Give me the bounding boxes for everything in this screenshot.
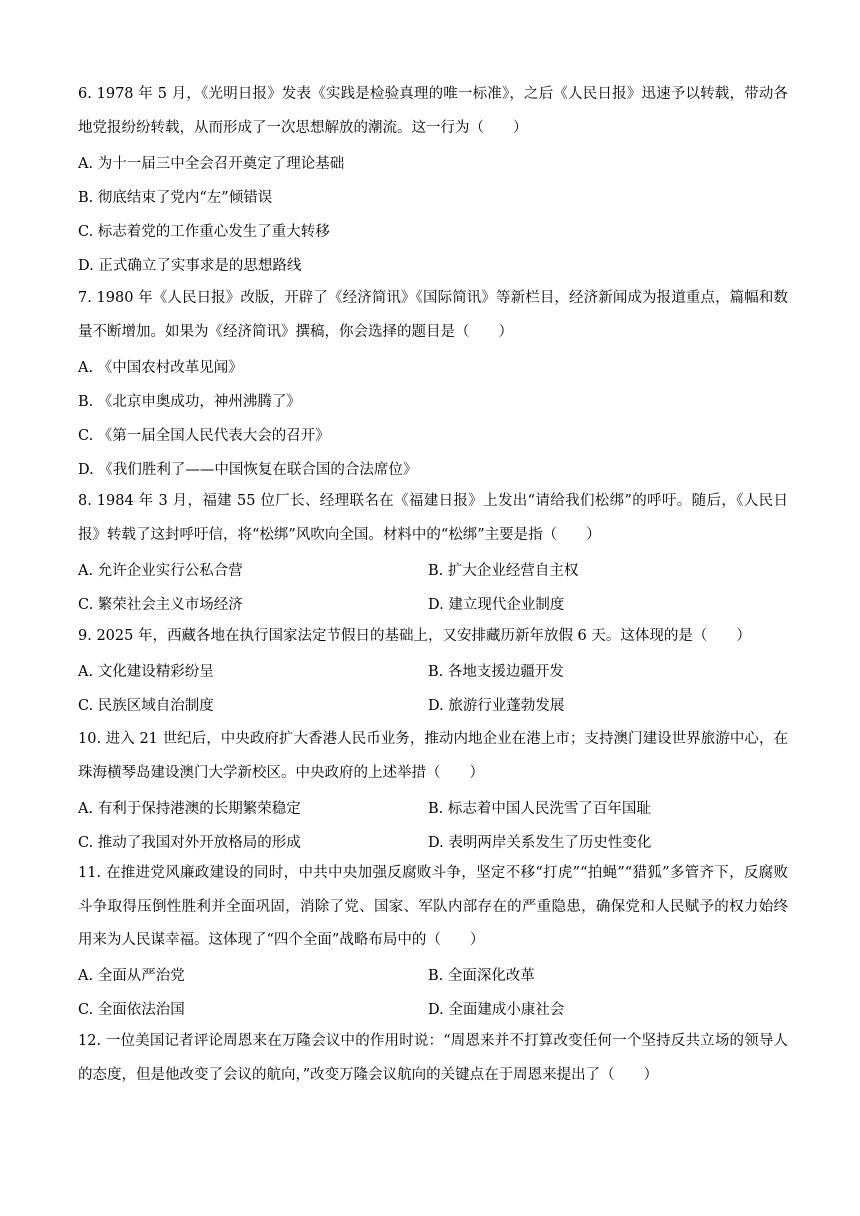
question-6 [78, 78, 788, 281]
option-c: C. 民族区域自治制度 [78, 698, 214, 714]
option-d: D. 表明两岸关系发生了历史性变化 [428, 834, 652, 851]
question-stem: 7. 1980 年《人民日报》改版，开辟了《经济简讯》《国际简讯》等新栏目，经济新闻成为报道重点，篇幅和数量不断增加。如果为《经济简讯》撰稿，你会选择的题目是（ ） [78, 290, 788, 340]
option-b: B. 彻底结束了党内“左”倾错误 [78, 189, 273, 206]
question-11 [78, 857, 788, 1026]
option-b: B. 扩大企业经营自主权 [428, 562, 579, 579]
option-d: D. 建立现代企业制度 [428, 596, 565, 613]
option-a: A. 全面从严治党 [78, 968, 185, 984]
question-stem: 10. 进入 21 世纪后，中央政府扩大香港人民币业务，推动内地企业在港上市；支持澳门建设世界旅游中心，在珠海横琴岛建设澳门大学新校区。中央政府的上述举措（ ） [78, 731, 788, 781]
option-a: A. 《中国农村改革见闻》 [78, 359, 243, 376]
option-b: B. 各地支援边疆开发 [428, 664, 564, 680]
question-stem: 8. 1984 年 3 月，福建 55 位厂长、经理联名在《福建日报》上发出“请给我们松绑”的呼吁。随后，《人民日报》转载了这封呼吁信，将“松绑”风吹向全国。材料中的“松绑”主要是指（ ） [78, 493, 788, 543]
option-a: A. 有利于保持港澳的长期繁荣稳定 [78, 800, 301, 817]
option-d: D. 《我们胜利了——中国恢复在联合国的合法席位》 [78, 461, 418, 478]
question-7 [78, 282, 788, 485]
question-stem: 11. 在推进党风廉政建设的同时，中共中央加强反腐败斗争，坚定不移“打虎”“拍蝇”“猎狐”多管齐下，反腐败斗争取得压倒性胜利并全面巩固，消除了党、国家、军队内部存在的严重隐患，确保党和人民赋予的权力始终用来为人民谋幸福。这体现了“四个全面”战略布局中的（ ） [78, 865, 788, 948]
option-d: D. 全面建成小康社会 [428, 1002, 565, 1018]
option-d: D. 旅游行业蓬勃发展 [428, 698, 565, 714]
question-stem: 6. 1978 年 5 月，《光明日报》发表《实践是检验真理的唯一标准》，之后《人民日报》迅速予以转载，带动各地党报纷纷转载，从而形成了一次思想解放的潮流。这一行为（ ） [78, 86, 788, 136]
question-8 [78, 485, 788, 620]
option-a: A. 文化建设精彩纷呈 [78, 664, 214, 680]
option-b: B. 《北京申奥成功，神州沸腾了》 [78, 393, 301, 410]
option-b: B. 标志着中国人民洗雪了百年国耻 [428, 800, 651, 817]
option-a: A. 允许企业实行公私合营 [78, 562, 243, 579]
option-d: D. 正式确立了实事求是的思想路线 [78, 257, 302, 274]
option-c: C. 全面依法治国 [78, 1002, 185, 1018]
option-c: C. 繁荣社会主义市场经济 [78, 596, 243, 613]
question-stem: 9. 2025 年，西藏各地在执行国家法定节假日的基础上，又安排藏历新年放假 6 天。这体现的是（ ） [78, 628, 751, 644]
question-10 [78, 723, 788, 858]
option-b: B. 全面深化改革 [428, 968, 535, 984]
option-c: C. 推动了我国对外开放格局的形成 [78, 834, 301, 851]
question-9 [78, 620, 788, 722]
option-c: C. 《第一届全国人民代表大会的召开》 [78, 427, 330, 444]
question-12 [78, 1025, 788, 1092]
question-stem: 12. 一位美国记者评论周恩来在万隆会议中的作用时说：“周恩来并不打算改变任何一个坚持反共立场的领导人的态度，但是他改变了会议的航向，”改变万隆会议航向的关键点在于周恩来提出了（ ） [78, 1033, 788, 1083]
option-a: A. 为十一届三中全会召开奠定了理论基础 [78, 155, 345, 172]
option-c: C. 标志着党的工作重心发生了重大转移 [78, 223, 330, 240]
